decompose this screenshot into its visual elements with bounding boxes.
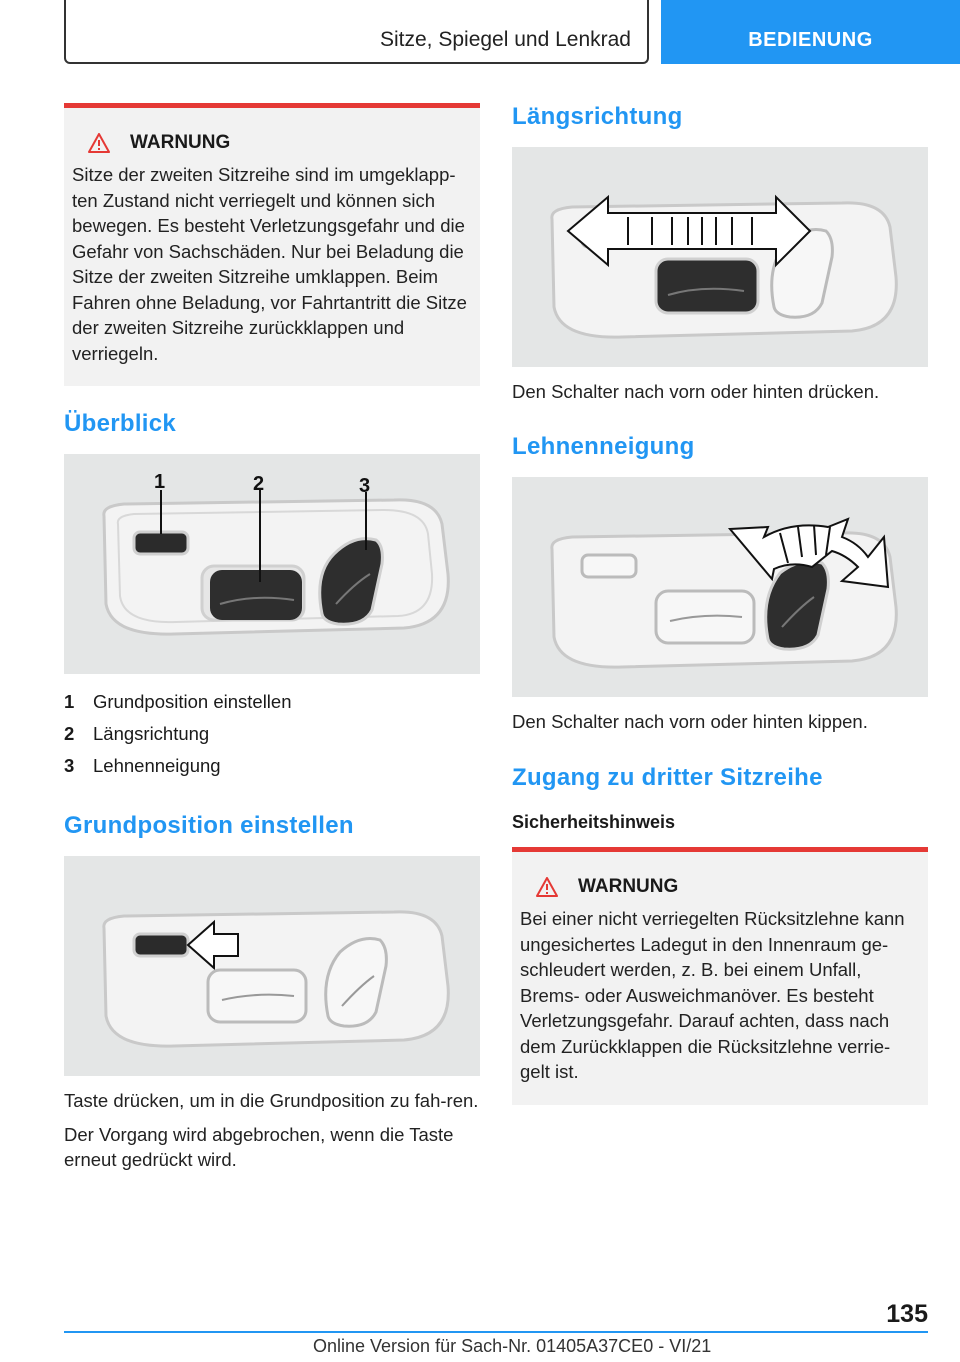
- page-number: 135: [886, 1300, 928, 1328]
- warning-title: [520, 876, 918, 898]
- chapter-tab[interactable]: [661, 0, 960, 64]
- left-column: [64, 103, 480, 1173]
- right-column: [512, 103, 928, 1105]
- callout-2: 2: [253, 473, 265, 495]
- basic-position-image: [64, 856, 480, 1076]
- legend-label: Grundposition einstellen: [93, 691, 292, 712]
- longitudinal-image: [512, 147, 928, 367]
- overview-image: [64, 454, 480, 674]
- longitudinal-illustration: [512, 147, 928, 367]
- longitudinal-heading: Längsrichtung: [512, 103, 683, 130]
- warning-triangle-icon: [536, 877, 558, 897]
- list-item: [64, 686, 480, 718]
- longitudinal-text: Den Schalter nach vorn oder hinten drücken.: [512, 381, 880, 402]
- callout-1: 1: [154, 471, 166, 493]
- recline-illustration: [512, 477, 928, 697]
- section-title: Sitze, Spiegel und Lenkrad: [379, 28, 631, 51]
- warning-triangle-icon: [88, 133, 110, 153]
- chapter-label: BEDIENUNG: [748, 29, 873, 51]
- list-item: [64, 718, 480, 750]
- legend-label: Lehnenneigung: [93, 755, 221, 776]
- overview-legend: [64, 686, 480, 782]
- legend-number: 3: [64, 755, 75, 776]
- footer-version-text: Online Version für Sach-Nr. 01405A37CE0 - VI/21: [313, 1336, 712, 1356]
- legend-number: 1: [64, 691, 75, 712]
- legend-number: 2: [64, 723, 75, 744]
- overview-heading: Überblick: [64, 410, 177, 437]
- warning-box: [512, 847, 928, 1105]
- safety-subheading: Sicherheitshinweis: [512, 812, 676, 832]
- seat-controls-illustration: [64, 454, 480, 674]
- basic-position-heading: Grundposition einstellen: [64, 812, 354, 839]
- warning-text: Sitze der zweiten Sitzreihe sind im umgeklapp-ten Zustand nicht verriegelt und können sich bewegen. Es besteht Verletzungsgefahr und die Gefahr von Sachschäden. Nur bei Beladung die Sitze der zweiten Sitzreihe umklappen. Beim Fahren ohne Beladung, vor Fahrtantritt die Sitze der zweiten Sitzreihe zurückklappen und verriegeln.: [72, 164, 467, 364]
- basic-position-illustration: [64, 856, 480, 1076]
- warning-box: [64, 103, 480, 386]
- header-box: [64, 0, 649, 64]
- recline-heading: Lehnenneigung: [512, 432, 695, 460]
- third-row-heading: Zugang zu dritter Sitzreihe: [512, 764, 823, 791]
- warning-title-text: WARNUNG: [578, 876, 679, 897]
- recline-text: Den Schalter nach vorn oder hinten kippen.: [512, 710, 868, 732]
- basic-position-text-1: Taste drücken, um in die Grundposition zu fah-ren.: [64, 1090, 479, 1111]
- callout-3: 3: [359, 475, 371, 497]
- warning-title: [72, 132, 470, 154]
- warning-text: Bei einer nicht verriegelten Rücksitzlehne kann ungesichertes Ladegut in den Innenraum ge-schleudert werden, z. B. bei einem Unfall, Brems- oder Ausweichmanöver. Es besteht Verletzungsgefahr. Darauf achten, dass nach dem Zurückklappen die Rücksitzlehne verrie-gelt ist.: [520, 908, 905, 1082]
- list-item: [64, 750, 480, 782]
- recline-image: [512, 477, 928, 697]
- basic-position-text-2: Der Vorgang wird abgebrochen, wenn die Taste erneut gedrückt wird.: [64, 1123, 454, 1170]
- warning-title-text: WARNUNG: [130, 132, 231, 153]
- footer-divider: [64, 1331, 928, 1333]
- legend-label: Längsrichtung: [93, 723, 210, 744]
